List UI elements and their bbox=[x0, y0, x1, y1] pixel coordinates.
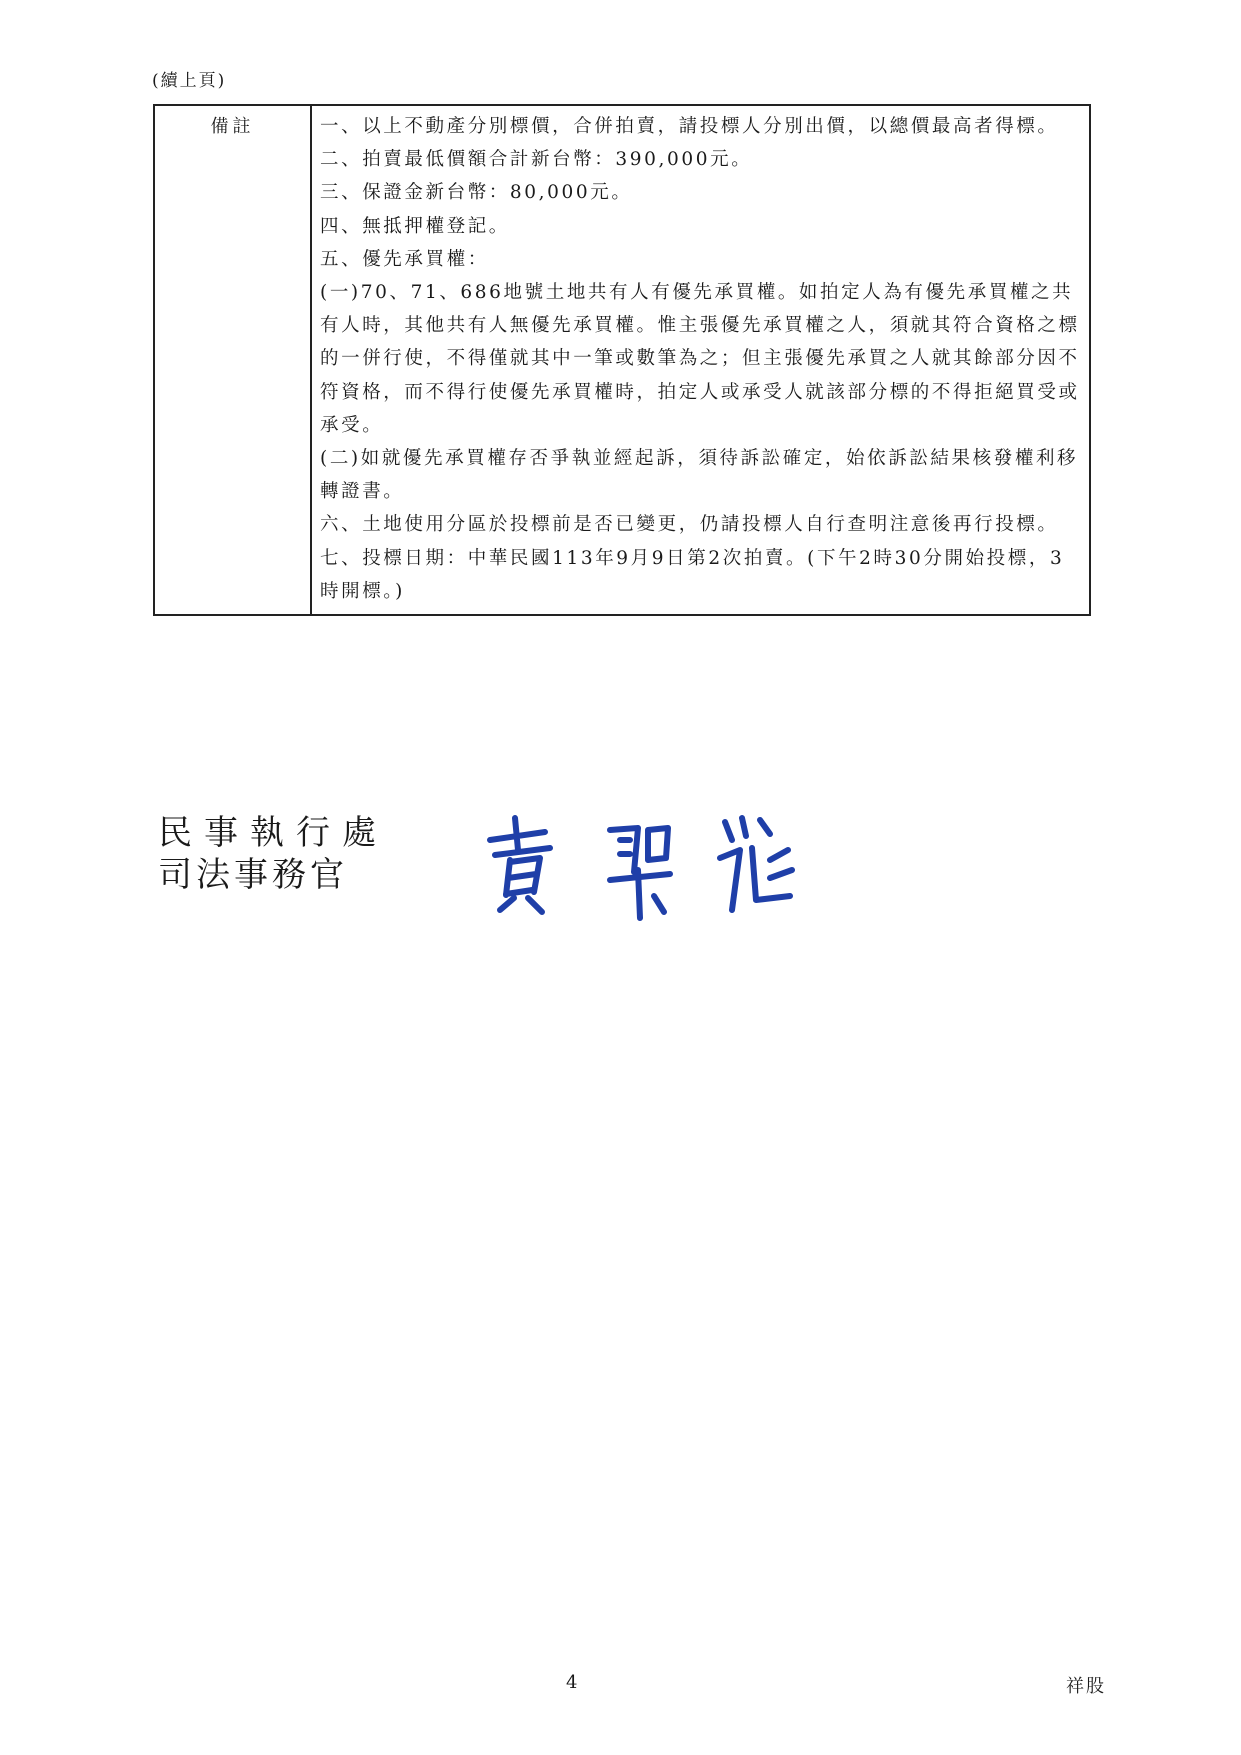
remarks-table bbox=[153, 104, 1091, 616]
remarks-content bbox=[312, 106, 1089, 614]
remark-item: (二)如就優先承買權存否爭執並經起訴，須待訴訟確定，始依訴訟結果核發權利移轉證書。 bbox=[320, 448, 1079, 503]
remark-item: 二、拍賣最低價額合計新台幣：390,000元。 bbox=[320, 149, 753, 171]
remark-item: 五、優先承買權： bbox=[320, 248, 489, 270]
issuing-office bbox=[158, 812, 388, 896]
page-number: 4 bbox=[566, 1672, 578, 1693]
continued-from-previous-page: (續上頁) bbox=[152, 71, 227, 91]
officer-title: 司法事務官 bbox=[158, 855, 348, 895]
remarks-label: 備註 bbox=[155, 106, 312, 614]
remark-item: (一)70、71、686地號土地共有人有優先承買權。如拍定人為有優先承買權之共有人時，其他共有人無優先承買權。惟主張優先承買權之人，須就其符合資格之標的一併行使，不得僅就其中一筆或數筆為之；但主張優先承買之人就其餘部分因不符資格，而不得行使優先承買權時，拍定人或承受人就該部分標的不得拒絕買受或承受。 bbox=[320, 282, 1080, 436]
remark-item: 三、保證金新台幣：80,000元。 bbox=[320, 182, 633, 204]
office-name: 民事執行處 bbox=[158, 813, 388, 853]
remark-item: 四、無抵押權登記。 bbox=[320, 215, 510, 237]
remark-item: 七、投標日期：中華民國113年9月9日第2次拍賣。(下午2時30分開始投標，3時開標。) bbox=[320, 547, 1065, 602]
handwritten-signature bbox=[470, 800, 830, 930]
division-unit: 祥股 bbox=[1066, 1676, 1106, 1697]
remark-item: 一、以上不動產分別標價，合併拍賣，請投標人分別出價，以總價最高者得標。 bbox=[320, 116, 1059, 137]
remark-item: 六、土地使用分區於投標前是否已變更，仍請投標人自行查明注意後再行投標。 bbox=[320, 514, 1059, 536]
